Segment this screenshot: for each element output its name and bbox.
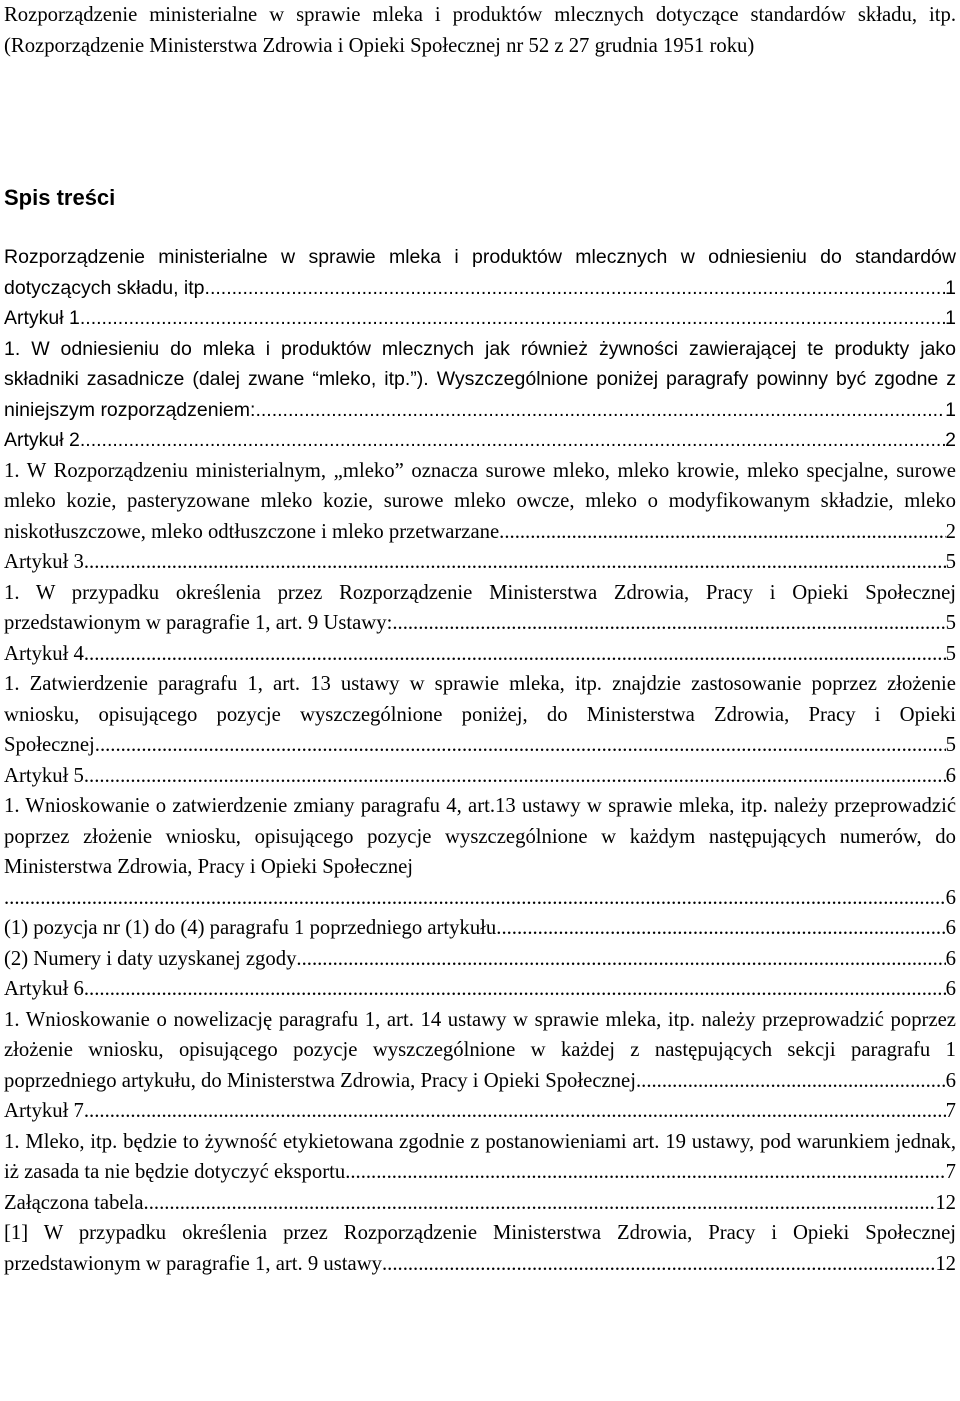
- toc-page-number: 6: [945, 764, 956, 787]
- dot-leader: [95, 730, 946, 761]
- toc-entry[interactable]: [4, 1218, 956, 1279]
- toc-entry-text: (2) Numery i daty uzyskanej zgody: [4, 947, 297, 970]
- toc-entry-text: 1. W przypadku określenia przez Rozporządzenie Ministerstwa Zdrowia, Pracy i Opieki Społecznej: [4, 581, 956, 604]
- dot-leader: [84, 639, 946, 670]
- toc-entry-text: Artykuł 1: [4, 307, 80, 329]
- toc-entry[interactable]: [4, 974, 956, 1005]
- toc-entry[interactable]: [4, 1096, 956, 1127]
- toc-page-number: 2: [945, 520, 956, 543]
- dot-leader: [345, 1157, 945, 1188]
- toc-entry[interactable]: [4, 303, 956, 334]
- toc-entry[interactable]: [4, 578, 956, 639]
- toc-page-number: 12: [935, 1252, 956, 1275]
- dot-leader: [84, 761, 946, 792]
- toc-entry[interactable]: [4, 242, 956, 303]
- toc-entry-text: poprzedniego artykułu, do Ministerstwa Zdrowia, Pracy i Opieki Społecznej: [4, 1069, 636, 1092]
- toc-entry-text: 1. W odniesieniu do mleka i produktów mlecznych jak również żywności zawierającej te produkty jako składniki zasadnicze (dalej zwane “mleko, itp.”). Wyszczególnione poniżej paragrafy powinny być zgodne z: [4, 337, 956, 390]
- toc-entry[interactable]: [4, 944, 956, 975]
- toc-heading: Spis treści: [4, 185, 116, 210]
- toc-entry-text: Rozporządzenie ministerialne w sprawie mleka i produktów mlecznych w odniesieniu do standardów: [4, 246, 956, 268]
- toc-entry[interactable]: [4, 547, 956, 578]
- toc-page-number: 1: [945, 398, 956, 421]
- toc-page-number: 5: [945, 734, 956, 756]
- toc-entry-text: Artykuł 2: [4, 429, 80, 451]
- toc-entry[interactable]: [4, 334, 956, 426]
- toc-entry-text: dotyczących składu, itp.: [4, 276, 210, 299]
- dot-leader: [144, 1188, 936, 1219]
- toc-entry-text: (1) pozycja nr (1) do (4) paragrafu 1 poprzedniego artykułu: [4, 917, 497, 939]
- toc-entry-text: 1. W Rozporządzeniu ministerialnym, „mleko” oznacza surowe mleko, mleko krowie, mleko specjalne, surowe mleko kozie, pasteryzowane mleko kozie, surowe mleko owcze, mleko o modyfikowanym składzie, mleko: [4, 459, 956, 512]
- dot-leader: [392, 608, 945, 639]
- toc-page-number: 6: [945, 1069, 956, 1092]
- toc-entry-text: Artykuł 7: [4, 1100, 84, 1122]
- dot-leader: [210, 273, 945, 304]
- toc-page-number: 1: [945, 307, 956, 329]
- toc-entry[interactable]: [4, 1188, 956, 1219]
- toc-entry-text: Artykuł 5: [4, 764, 84, 787]
- toc-entry-text: Artykuł 4: [4, 642, 84, 665]
- toc-entry[interactable]: [4, 639, 956, 670]
- toc-entry-text: 1. Mleko, itp. będzie to żywność etykietowana zgodnie z postanowieniami art. 19 ustawy, pod warunkiem jednak,: [4, 1130, 956, 1153]
- dot-leader: [636, 1066, 946, 1097]
- dot-leader: [84, 974, 946, 1005]
- toc-entry[interactable]: [4, 456, 956, 548]
- toc-entry[interactable]: [4, 425, 956, 456]
- toc-page-number: 5: [945, 612, 956, 634]
- toc-page-number: 6: [945, 978, 956, 1000]
- toc-entry-text: iż zasada ta nie będzie dotyczyć eksportu: [4, 1161, 346, 1183]
- toc-page-number: 2: [945, 429, 956, 451]
- toc-entry-text: Artykuł 6: [4, 978, 84, 1000]
- toc-page-number: 7: [945, 1161, 956, 1183]
- toc-entry-text: niniejszym rozporządzeniem:: [4, 398, 256, 421]
- dot-leader: [382, 1249, 935, 1280]
- dot-leader: [80, 425, 945, 456]
- toc-page-number: 12: [935, 1191, 956, 1214]
- toc-entry-text: przedstawionym w paragrafie 1, art. 9 Ustawy:: [4, 612, 393, 634]
- toc-entry[interactable]: [4, 1005, 956, 1097]
- toc-entry[interactable]: [4, 1127, 956, 1188]
- dot-leader: [496, 913, 945, 944]
- toc-entry-text: Artykuł 3: [4, 551, 84, 573]
- toc-page-number: 6: [945, 917, 956, 939]
- dot-leader: [84, 547, 946, 578]
- dot-leader: [296, 944, 945, 975]
- toc-page-number: 5: [945, 551, 956, 573]
- toc-page-number: 7: [945, 1100, 956, 1122]
- toc-entry[interactable]: [4, 913, 956, 944]
- toc-entry-text: 1. Wnioskowanie o zatwierdzenie zmiany paragrafu 4, art.13 ustawy w sprawie mleka, itp. należy przeprowadzić poprzez złożenie wniosku, opisującego pozycje wyszczególnione w każdym następujących numerów, do Ministerstwa Zdrowia, Pracy i Opieki Społecznej: [4, 795, 956, 878]
- toc-page-number: 5: [945, 642, 956, 665]
- toc-entry-text: [1] W przypadku określenia przez Rozporządzenie Ministerstwa Zdrowia, Pracy i Opieki Społecznej: [4, 1222, 956, 1244]
- table-of-contents: [4, 213, 956, 1279]
- toc-entry[interactable]: [4, 669, 956, 761]
- toc-entry[interactable]: [4, 791, 956, 913]
- toc-page-number: 6: [945, 947, 956, 970]
- toc-entry-text: niskotłuszczowe, mleko odtłuszczone i mleko przetwarzane: [4, 520, 500, 543]
- toc-page-number: 1: [945, 276, 956, 299]
- document-title: Rozporządzenie ministerialne w sprawie mleka i produktów mlecznych dotyczące standardów składu, itp. (Rozporządzenie Ministerstwa Zdrowia i Opieki Społecznej nr 52 z 27 grudnia 1951 roku): [4, 4, 956, 57]
- dot-leader: [84, 1096, 946, 1127]
- dot-leader: [80, 303, 945, 334]
- toc-page-number: 6: [945, 886, 956, 909]
- toc-entry-text: 1. Wnioskowanie o nowelizację paragrafu 1, art. 14 ustawy w sprawie mleka, itp. należy przeprowadzić poprzez złożenie wniosku, opisującego pozycje wyszczególnione w każdej z następujących sekcji paragrafu 1: [4, 1008, 956, 1061]
- dot-leader: [499, 517, 945, 548]
- dot-leader: [255, 395, 945, 426]
- dot-leader: [4, 883, 946, 914]
- toc-entry-text: Społecznej: [4, 734, 95, 756]
- toc-entry[interactable]: [4, 761, 956, 792]
- toc-entry-text: 1. Zatwierdzenie paragrafu 1, art. 13 ustawy w sprawie mleka, itp. znajdzie zastosowanie poprzez złożenie wniosku, opisującego pozycje wyszczególnione poniżej, do Ministerstwa Zdrowia, Pracy i Opieki: [4, 673, 956, 726]
- toc-entry-text: przedstawionym w paragrafie 1, art. 9 ustawy: [4, 1252, 382, 1275]
- toc-entry-text: Załączona tabela: [4, 1191, 144, 1214]
